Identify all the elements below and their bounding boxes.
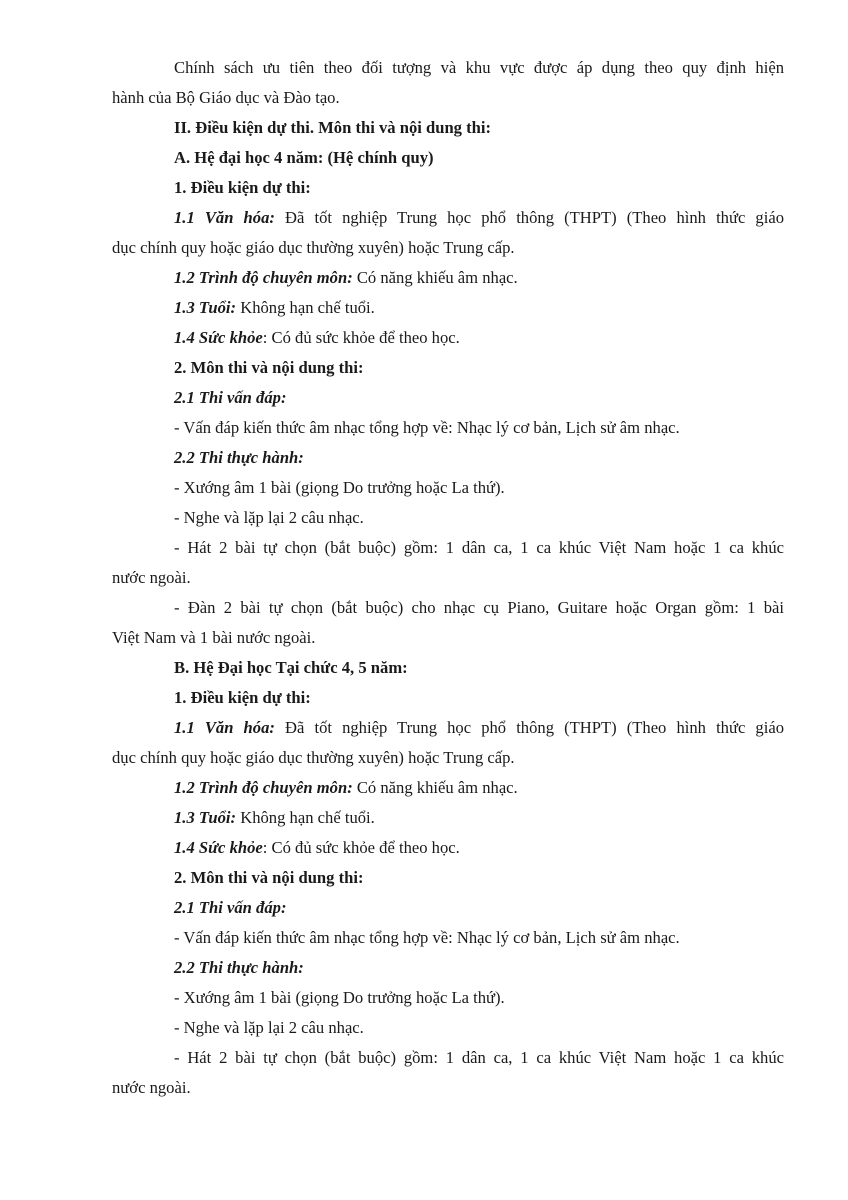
part-a-practice-label: 2.2 Thi thực hành: [174,448,304,467]
intro-line-2: hành của Bộ Giáo dục và Đào tạo. [112,88,340,107]
part-b-culture-label: 1.1 Văn hóa: [174,718,275,737]
part-b-health-text: : Có đủ sức khỏe để theo học. [262,838,460,857]
part-a-practice-4-line-1: - Đàn 2 bài tự chọn (bắt buộc) cho nhạc cụ Piano, Guitare hoặc Organ gồm: 1 bài [174,598,784,617]
part-a-subjects-heading: 2. Môn thi và nội dung thi: [174,358,364,377]
section-2-heading: II. Điều kiện dự thi. Môn thi và nội dung thi: [174,118,492,137]
part-b-culture-line-1 [112,713,784,743]
part-a-health [112,323,784,353]
part-a-skill-label: 1.2 Trình độ chuyên môn: [174,268,353,287]
part-a-practice-2: - Nghe và lặp lại 2 câu nhạc. [174,508,364,527]
part-b-age-label: 1.3 Tuổi: [174,808,237,827]
part-b-oral-text: - Vấn đáp kiến thức âm nhạc tổng hợp về: Nhạc lý cơ bản, Lịch sử âm nhạc. [174,928,680,947]
part-a-skill-text: Có năng khiếu âm nhạc. [352,268,518,287]
part-a-culture-line-1 [112,203,784,233]
part-a-age-text: Không hạn chế tuổi. [236,298,375,317]
part-b-subjects-heading: 2. Môn thi và nội dung thi: [174,868,364,887]
part-b-practice-2: - Nghe và lặp lại 2 câu nhạc. [174,1018,364,1037]
part-b-culture-line-2: dục chính quy hoặc giáo dục thường xuyên) hoặc Trung cấp. [112,748,515,767]
part-a-heading: A. Hệ đại học 4 năm: (Hệ chính quy) [174,148,434,167]
part-a-culture-line-2: dục chính quy hoặc giáo dục thường xuyên) hoặc Trung cấp. [112,238,515,257]
part-a-culture-text-1: Đã tốt nghiệp Trung học phổ thông (THPT) (Theo hình thức giáo [274,208,785,227]
part-a-age [112,293,784,323]
part-b-age [112,803,784,833]
part-b-culture-text-1: Đã tốt nghiệp Trung học phổ thông (THPT) (Theo hình thức giáo [274,718,785,737]
part-a-skill [112,263,784,293]
part-a-age-label: 1.3 Tuổi: [174,298,237,317]
part-b-health-label: 1.4 Sức khỏe [174,838,263,857]
part-a-health-text: : Có đủ sức khỏe để theo học. [262,328,460,347]
part-b-practice-3-line-2: nước ngoài. [112,1078,191,1097]
part-a-health-label: 1.4 Sức khỏe [174,328,263,347]
part-a-oral-label: 2.1 Thi vấn đáp: [174,388,287,407]
part-a-oral-text: - Vấn đáp kiến thức âm nhạc tổng hợp về: Nhạc lý cơ bản, Lịch sử âm nhạc. [174,418,680,437]
part-a-practice-1: - Xướng âm 1 bài (giọng Do trưởng hoặc La thứ). [174,478,505,497]
part-b-health [112,833,784,863]
part-a-culture-label: 1.1 Văn hóa: [174,208,275,227]
part-b-skill-label: 1.2 Trình độ chuyên môn: [174,778,353,797]
part-b-practice-3-line-1: - Hát 2 bài tự chọn (bắt buộc) gồm: 1 dân ca, 1 ca khúc Việt Nam hoặc 1 ca khúc [174,1048,784,1067]
part-a-practice-4-line-2: Việt Nam và 1 bài nước ngoài. [112,628,316,647]
part-b-practice-label: 2.2 Thi thực hành: [174,958,304,977]
part-a-practice-3-line-2: nước ngoài. [112,568,191,587]
part-b-oral-label: 2.1 Thi vấn đáp: [174,898,287,917]
part-b-heading: B. Hệ Đại học Tại chức 4, 5 năm: [174,658,408,677]
part-b-conditions-heading: 1. Điều kiện dự thi: [174,688,311,707]
part-b-skill [112,773,784,803]
part-a-conditions-heading: 1. Điều kiện dự thi: [174,178,311,197]
part-b-age-text: Không hạn chế tuổi. [236,808,375,827]
part-b-practice-1: - Xướng âm 1 bài (giọng Do trưởng hoặc La thứ). [174,988,505,1007]
part-a-practice-3-line-1: - Hát 2 bài tự chọn (bắt buộc) gồm: 1 dân ca, 1 ca khúc Việt Nam hoặc 1 ca khúc [174,538,784,557]
intro-line-1: Chính sách ưu tiên theo đối tượng và khu vực được áp dụng theo quy định hiện [174,58,784,77]
part-b-skill-text: Có năng khiếu âm nhạc. [352,778,518,797]
document-body [112,53,784,1103]
